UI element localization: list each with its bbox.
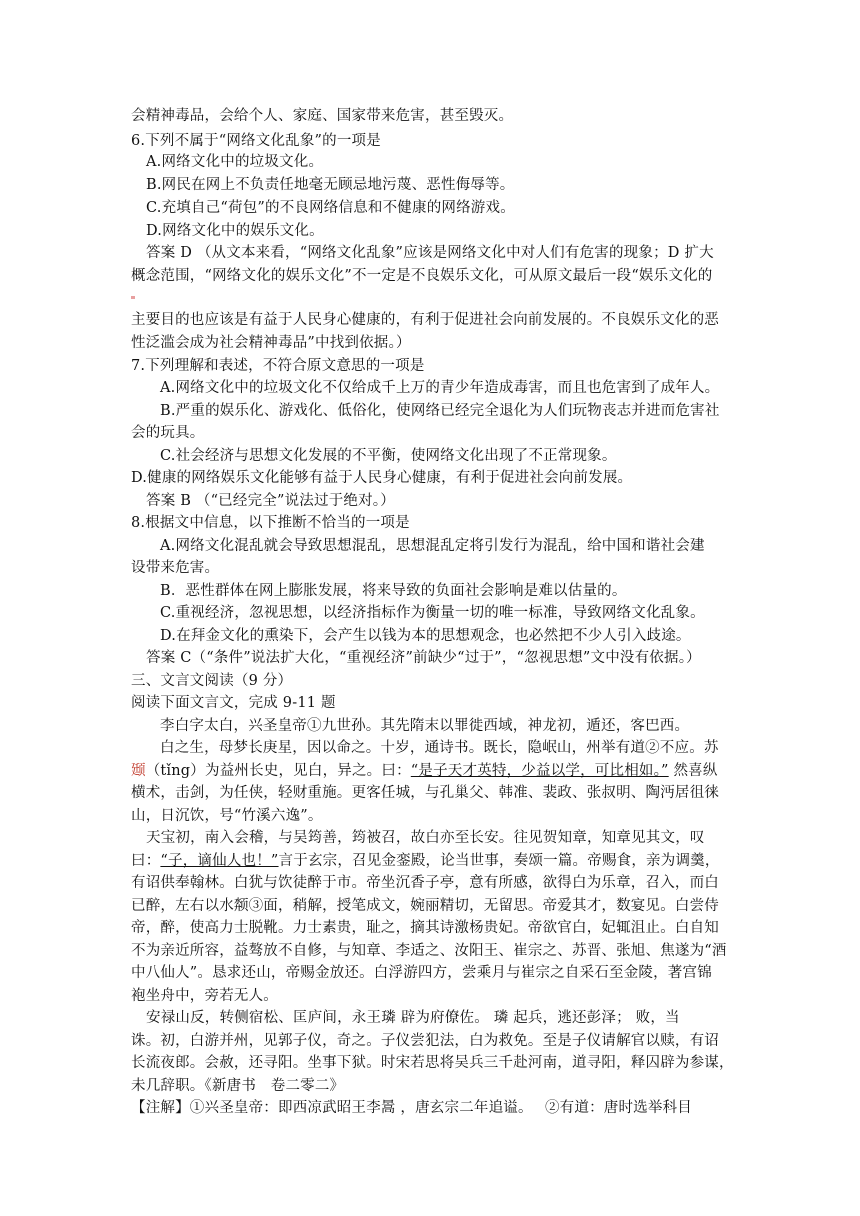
question-7: 7.下列理解和表述，不符合原文意思的一项是 <box>131 358 425 374</box>
option-8d: D.在拜金文化的熏染下，会产生以钱为本的思想观念，也必然把不少人引入歧途。 <box>160 628 691 644</box>
underlined-quote: “是子天才英特，少益以学，可比相如。” <box>410 763 669 779</box>
passage-line: 诛。初，白游并州，见郭子仪，奇之。子仪尝犯法，白为救免。至是子仪请解官以赎，有诏 <box>131 1033 719 1049</box>
text-line: 概念范围，“网络文化的娱乐文化”不一定是不良娱乐文化，可从原文最后一段“娱乐文化的 <box>131 268 713 284</box>
passage-line: 袍坐舟中，旁若无人。 <box>131 988 278 1004</box>
answer-6: 答案 D （从文本来看，“网络文化乱象”应该是网络文化中对人们有危害的现象；D 扩大 <box>146 245 714 261</box>
option-6a: A.网络文化中的垃圾文化。 <box>146 154 324 170</box>
text-line: 会的玩具。 <box>131 425 205 441</box>
passage-line: 中八仙人”。恳求还山，帝赐金放还。白浮游四方，尝乘月与崔宗之自采石至金陵，著宫锦 <box>131 965 712 981</box>
option-8b: B．恶性群体在网上膨胀发展，将来导致的负面社会影响是难以估量的。 <box>160 583 627 599</box>
red-character: 颋 <box>131 763 146 779</box>
passage-line: 长流夜郎。会赦，还寻阳。坐事下狱。时宋若思将吴兵三千赴河南，道寻阳，释囚辟为参谋， <box>131 1055 734 1071</box>
passage-line: 帝，醉，使高力士脱靴。力士素贵，耻之，摘其诗激杨贵妃。帝欲官白，妃辄沮止。白自知 <box>131 920 719 936</box>
underlined-quote: “子，谪仙人也！” <box>160 853 279 869</box>
passage-line: 安禄山反，转侧宿松、匡庐间，永王璘 辟为府僚佐。 璘 起兵，逃还彭泽； 败，当 <box>146 1010 680 1026</box>
option-7a: A.网络文化中的垃圾文化不仅给成千上万的青少年造成毒害，而且也危害到了成年人。 <box>160 380 720 396</box>
passage-line: 横术，击剑，为任侠，轻财重施。更客任城，与孔巢父、韩准、裴政、张叔明、陶沔居徂徕 <box>131 785 719 801</box>
passage-line: 山，日沉饮，号“竹溪六逸”。 <box>131 808 323 824</box>
red-marker <box>131 296 135 299</box>
text-line: 性泛滥会成为社会精神毒品”中找到依据。） <box>131 335 411 351</box>
section-heading: 三、文言文阅读（9 分） <box>131 673 293 689</box>
passage-line: 已醉，左右以水颒③面，稍解，授笔成文，婉丽精切，无留思。帝爱其才，数宴见。白尝侍 <box>131 898 719 914</box>
instruction: 阅读下面文言文，完成 9-11 题 <box>131 695 336 711</box>
passage-line: 颋（tǐng）为益州长史，见白，异之。曰：“是子天才英特，少益以学，可比相如。” 然喜纵 <box>131 763 718 779</box>
question-6: 6.下列不属于“网络文化乱象”的一项是 <box>131 133 381 149</box>
passage-line: 有诏供奉翰林。白犹与饮徒醉于市。帝坐沉香子亭，意有所感，欲得白为乐章，召入，而白 <box>131 875 719 891</box>
passage-line: 曰：“子，谪仙人也！”言于玄宗，召见金銮殿，论当世事，奏颂一篇。帝赐食，亲为调羹， <box>131 853 720 869</box>
option-8c: C.重视经济，忽视思想，以经济指标作为衡量一切的唯一标准，导致网络文化乱象。 <box>160 605 705 621</box>
passage-line: 李白字太白，兴圣皇帝①九世孙。其先隋末以罪徙西域，神龙初，遁还，客巴西。 <box>160 718 690 734</box>
option-8a: A.网络文化混乱就会导致思想混乱，思想混乱定将引发行为混乱，给中国和谐社会建 <box>160 538 705 554</box>
passage-source: 未几辞职。《新唐书 卷二零二》 <box>131 1078 345 1094</box>
option-7c: C.社会经济与思想文化发展的不平衡，使网络文化出现了不正常现象。 <box>160 448 617 464</box>
answer-8: 答案 C（“条件”说法扩大化，“重视经济”前缺少“过于”，“忽视思想”文中没有依据。） <box>146 650 701 666</box>
passage-line: 白之生，母梦长庚星，因以命之。十岁，通诗书。既长，隐岷山，州举有道②不应。苏 <box>160 740 719 756</box>
annotation-line: 【注解】①兴圣皇帝：即西凉武昭王李暠 ，唐玄宗二年追谥。 ②有道：唐时选举科目 <box>131 1100 692 1116</box>
question-8: 8.根据文中信息，以下推断不恰当的一项是 <box>131 515 410 531</box>
passage-line: 天宝初，南入会稽，与吴筠善，筠被召，故白亦至长安。往见贺知章，知章见其文，叹 <box>146 830 705 846</box>
text-line: 主要目的也应该是有益于人民身心健康的，有利于促进社会向前发展的。不良娱乐文化的恶 <box>131 312 719 328</box>
option-6b: B.网民在网上不负责任地毫无顾忌地污蔑、恶性侮辱等。 <box>146 177 515 193</box>
answer-7: 答案 B （“已经完全”说法过于绝对。） <box>146 493 395 509</box>
passage-line: 不为亲近所容，益骜放不自修，与知章、李适之、汝阳王、崔宗之、苏晋、张旭、焦遂为“酒 <box>131 943 727 959</box>
option-6d: D.网络文化中的娱乐文化。 <box>146 223 324 239</box>
text-line: 会精神毒品，会给个人、家庭、国家带来危害，甚至毁灭。 <box>131 108 514 124</box>
option-7d: D.健康的网络娱乐文化能够有益于人民身心健康，有利于促进社会向前发展。 <box>131 470 633 486</box>
option-6c: C.充填自己“荷包”的不良网络信息和不健康的网络游戏。 <box>146 200 515 216</box>
text-line: 设带来危害。 <box>131 560 220 576</box>
option-7b: B.严重的娱乐化、游戏化、低俗化，使网络已经完全退化为人们玩物丧志并进而危害社 <box>160 403 720 419</box>
